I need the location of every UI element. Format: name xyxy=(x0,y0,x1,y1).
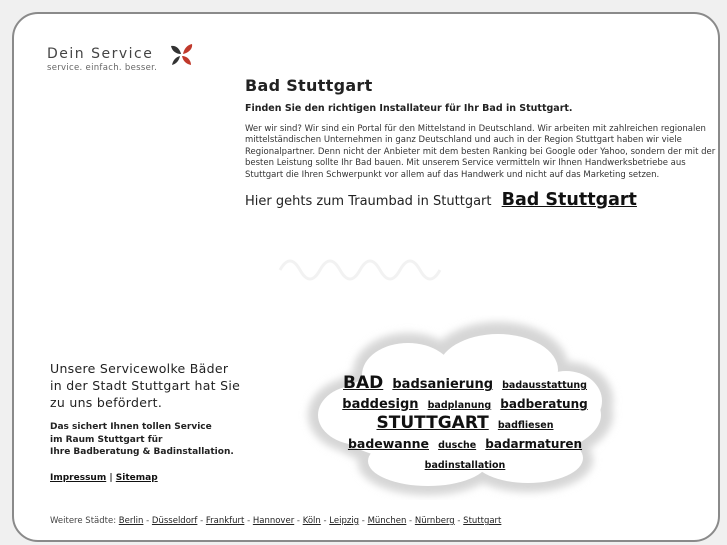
main-content xyxy=(245,76,717,210)
footer-prefix: Weitere Städte: xyxy=(50,516,117,526)
sidebar-text-line: im Raum Stuttgart für xyxy=(50,434,163,445)
sidebar-heading-line: zu uns befördert. xyxy=(50,395,163,410)
intro-paragraph: Wer wir sind? Wir sind ein Portal für den Mittelstand in Deutschland. Wir arbeiten mit zahlreichen regionalen mittelständischen Unternehmen in ganz Deutschland und auch in der Region Stuttgart haben wir viele Regionalpartner. Denn nicht der Anbieter mit dem besten Ranking bei Google oder Yahoo, sondern der mit der besten Leistung sollte Ihr Bad bauen. Mit unserem Service vermitteln wir Ihnen Handwerksbetriebe aus Stuttgart die Ihren Schwerpunkt vor allem auf das Handwerk und nicht auf das Marketing setzen. xyxy=(245,124,716,180)
logo-tagline: service. einfach. besser. xyxy=(47,63,158,73)
tag-link[interactable]: STUTTGART xyxy=(376,413,489,433)
footer-separator: - xyxy=(143,516,152,526)
cta-line xyxy=(245,190,717,210)
sidebar-text xyxy=(50,421,265,459)
sidebar-text-line: Das sichert Ihnen tollen Service xyxy=(50,422,212,432)
logo-mark-icon xyxy=(169,43,195,67)
sitemap-link[interactable]: Sitemap xyxy=(115,472,158,483)
impressum-link[interactable]: Impressum xyxy=(50,472,107,483)
footer-separator: - xyxy=(320,516,330,526)
city-link[interactable]: Berlin xyxy=(118,516,144,526)
logo-name: Dein Service xyxy=(47,46,154,62)
city-link[interactable]: Leipzig xyxy=(329,516,360,526)
tag-link[interactable]: badinstallation xyxy=(424,460,506,471)
tag-link[interactable]: badausstattung xyxy=(502,380,587,391)
sidebar xyxy=(50,360,265,483)
tag-link[interactable]: badewanne xyxy=(347,436,430,451)
sidebar-heading xyxy=(50,360,265,411)
tag-link[interactable]: badfliesen xyxy=(497,420,554,431)
legal-separator: | xyxy=(109,472,113,483)
cta-link[interactable]: Bad Stuttgart xyxy=(501,190,637,211)
legal-links xyxy=(50,473,265,483)
tag-link[interactable]: baddesign xyxy=(342,397,419,412)
footer-separator: - xyxy=(359,516,368,526)
tag-link[interactable]: badberatung xyxy=(500,397,588,411)
tag-link[interactable]: badarmaturen xyxy=(485,437,583,451)
footer-separator: - xyxy=(454,516,464,526)
sidebar-heading-line: in der Stadt Stuttgart hat Sie xyxy=(50,378,241,393)
city-link[interactable]: Hannover xyxy=(252,516,295,526)
page-subtitle: Finden Sie den richtigen Installateur für Ihr Bad in Stuttgart. xyxy=(245,103,573,114)
city-link[interactable]: Köln xyxy=(302,516,321,526)
city-link[interactable]: München xyxy=(367,516,407,526)
tag-link[interactable]: badplanung xyxy=(427,400,492,411)
city-link[interactable]: Stuttgart xyxy=(463,516,502,526)
cta-text: Hier gehts zum Traumbad in Stuttgart xyxy=(245,194,492,210)
tag-cloud xyxy=(340,374,590,474)
footer-separator: - xyxy=(244,516,253,526)
sidebar-text-line: Ihre Badberatung & Badinstallation. xyxy=(50,447,234,457)
tag-link[interactable]: BAD xyxy=(343,373,384,393)
tag-link[interactable]: badsanierung xyxy=(392,377,494,392)
footer-separator: - xyxy=(294,516,303,526)
footer xyxy=(50,516,501,526)
sidebar-heading-line: Unsere Servicewolke Bäder xyxy=(50,361,229,376)
city-link[interactable]: Frankfurt xyxy=(205,516,245,526)
page-title: Bad Stuttgart xyxy=(245,76,373,95)
city-link[interactable]: Düsseldorf xyxy=(151,516,198,526)
tag-link[interactable]: dusche xyxy=(438,440,477,451)
footer-separator: - xyxy=(197,516,206,526)
watermark-image xyxy=(270,245,470,285)
city-link[interactable]: Nürnberg xyxy=(414,516,455,526)
footer-separator: - xyxy=(406,516,415,526)
logo[interactable] xyxy=(47,45,157,74)
